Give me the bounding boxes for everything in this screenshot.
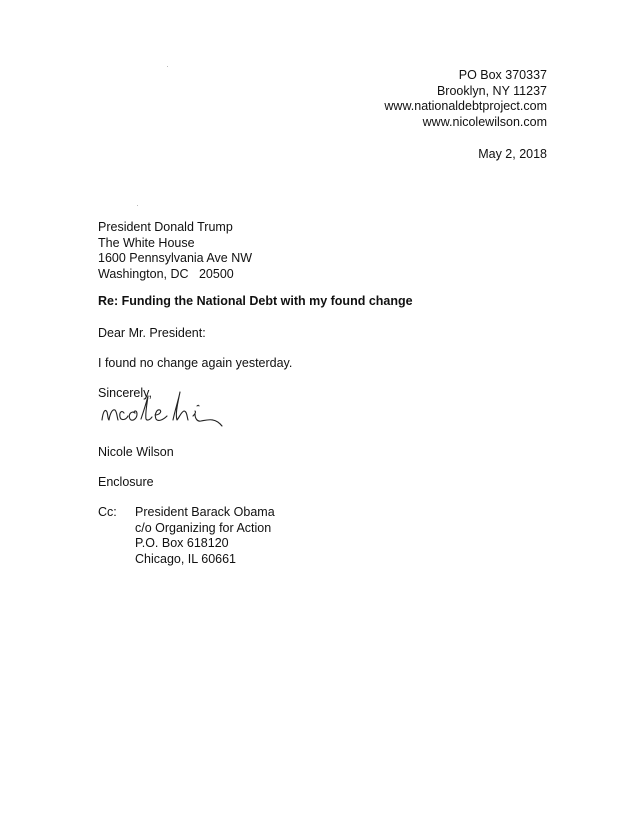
sender-city: Brooklyn, NY 11237	[436, 83, 547, 98]
closing: Sincerely,	[98, 386, 152, 400]
handwritten-signature	[97, 382, 247, 432]
scan-speck	[137, 205, 138, 206]
sender-website-2: www.nicolewilson.com	[422, 114, 547, 129]
recipient-name: President Donald Trump	[98, 220, 233, 234]
sender-po-box: PO Box 370337	[458, 68, 547, 82]
cc-label: Cc:	[98, 505, 117, 519]
letter-date: May 2, 2018	[478, 147, 547, 161]
subject-line: Re: Funding the National Debt with my found change	[98, 294, 413, 308]
scan-speck	[167, 66, 168, 67]
cc-recipient	[135, 505, 385, 567]
recipient-street: 1600 Pennsylvania Ave NW	[98, 251, 253, 265]
recipient-building: The White House	[98, 235, 195, 250]
cc-name: President Barack Obama	[135, 505, 275, 519]
recipient-address	[98, 220, 398, 282]
enclosure-note: Enclosure	[98, 475, 154, 489]
letter-body: I found no change again yesterday.	[98, 356, 293, 370]
cc-city: Chicago, IL 60661	[135, 551, 237, 566]
recipient-city: Washington, DC 20500	[98, 266, 234, 281]
salutation: Dear Mr. President:	[98, 326, 206, 340]
cc-organization: c/o Organizing for Action	[135, 520, 272, 535]
signer-name: Nicole Wilson	[98, 445, 174, 459]
cc-po-box: P.O. Box 618120	[135, 536, 229, 550]
sender-website-1: www.nationaldebtproject.com	[384, 99, 547, 113]
sender-address	[247, 68, 547, 130]
